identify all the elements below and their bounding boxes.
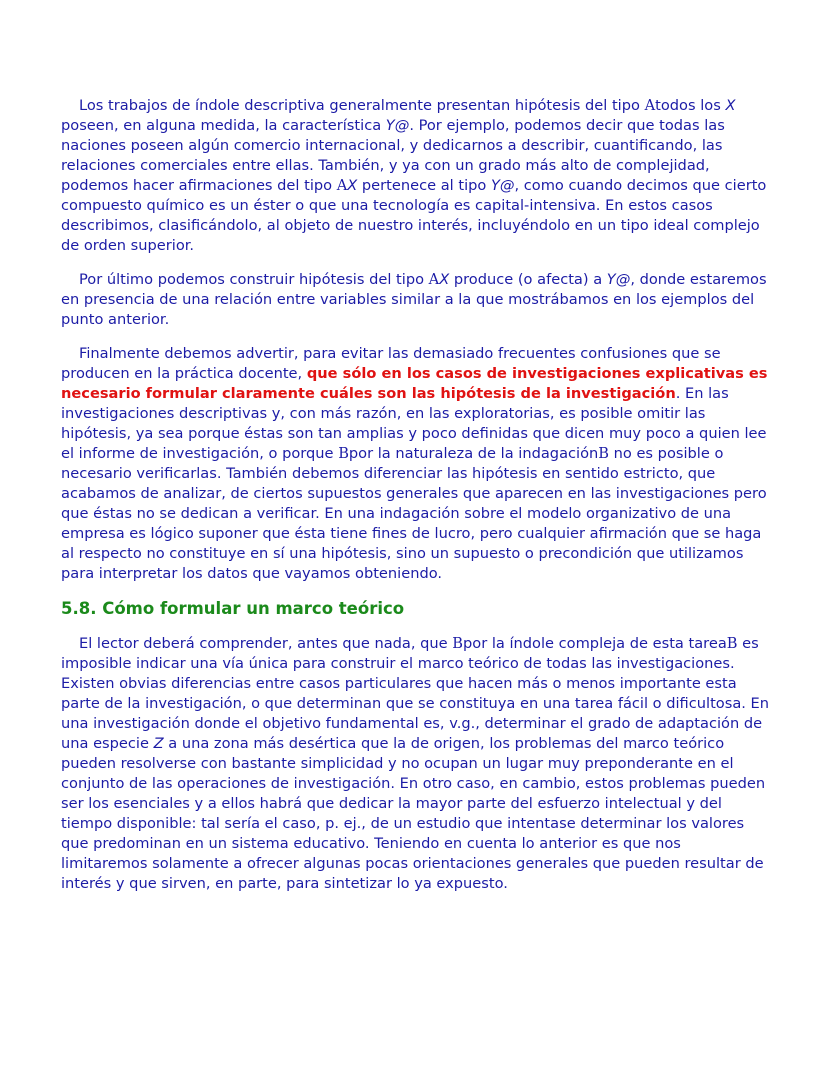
text-run: todos los <box>655 97 726 114</box>
symbol-a: A <box>644 97 656 114</box>
text-run: por la naturaleza de la indagación <box>348 445 599 462</box>
text-run: . Por ejemplo, podemos decir que todas las naciones poseen algún comercio internacional, y dedicarnos a describir, cuantificando, las relaciones comerciales entre ellas. También, y ya con un grado más alto de complejidad, podemos hacer afirmaciones del tipo <box>61 117 725 194</box>
text-run: Los trabajos de índole descriptiva generalmente presentan hipótesis del tipo <box>79 97 645 114</box>
paragraph-causal-hypotheses <box>61 270 771 330</box>
text-run: . En las investigaciones descriptivas y, con más razón, en las exploratorias, es posible omitir las hipótesis, ya sea porque éstas son tan amplias y poco definidas que dicen muy poco a quien lee el informe de investigación, o porque <box>61 385 767 462</box>
text-run: , como cuando decimos que cierto compuesto químico es un éster o que una tecnología es capital-intensiva. En estos casos describimos, clasificándolo, al objeto de nuestro interés, incluyéndolo en un tipo ideal complejo de orden superior. <box>61 177 767 254</box>
symbol-b: B <box>452 635 463 652</box>
section-heading: 5.8. Cómo formular un marco teórico <box>61 599 405 618</box>
symbol-b: B <box>338 445 349 462</box>
symbol-b: B <box>598 445 609 462</box>
symbol-a: A <box>336 177 348 194</box>
symbol-z: Z <box>153 735 164 752</box>
text-run: no es posible o necesario verificarlas. También debemos diferenciar las hipótesis en sentido estricto, que acabamos de analizar, de ciertos supuestos generales que aparecen en las investigaciones pero que éstas no se dedican a verificar. En una indagación sobre el modelo organizativo de una empresa es lógico suponer que ésta tiene fines de lucro, pero cualquier afirmación que se haga al respecto no constituye en sí una hipótesis, sino un supuesto o precondición que utilizamos para interpretar los datos que vayamos obteniendo. <box>61 445 767 582</box>
highlighted-statement: que sólo en los casos de investigaciones explicativas es necesario formular claramente cuáles son las hipótesis de la investigación <box>61 365 768 402</box>
symbol-y: Y@ <box>606 271 631 288</box>
text-run: a una zona más desértica que la de origen, los problemas del marco teórico pueden resolverse con bastante simplicidad y no ocupan un lugar muy preponderante en el conjunto de las operaciones de investigación. En otro caso, en cambio, estos problemas pueden ser los esenciales y a ellos habrá que dedicar la mayor parte del esfuerzo intelectual y del tiempo disponible: tal sería el caso, p. ej., de un estudio que intentase determinar los valores que predominan en un sistema educativo. Teniendo en cuenta lo anterior es que nos limitaremos solamente a ofrecer algunas pocas orientaciones generales que pueden resultar de interés y que sirven, en parte, para sintetizar lo ya expuesto. <box>61 735 766 892</box>
text-run: produce (o afecta) a <box>449 271 607 288</box>
document-page <box>61 96 771 908</box>
symbol-x: X <box>725 97 736 114</box>
text-run: , donde estaremos en presencia de una relación entre variables similar a la que mostrábamos en los ejemplos del punto anterior. <box>61 271 767 328</box>
text-run: por la índole compleja de esta tarea <box>463 635 727 652</box>
symbol-b: B <box>726 635 738 652</box>
text-run: pertenece al tipo <box>357 177 491 194</box>
symbol-y: Y@ <box>490 177 515 194</box>
symbol-a: A <box>428 271 440 288</box>
paragraph-descriptive-hypotheses <box>61 96 771 256</box>
symbol-x: X <box>439 271 450 288</box>
text-run: El lector deberá comprender, antes que nada, que <box>79 635 453 652</box>
text-run: es imposible indicar una vía única para construir el marco teórico de todas las investigaciones. Existen obvias diferencias entre casos particulares que hacen más o menos importante esta parte de la investigación, o que determinan que se constituya en una tarea fácil o dificultosa. En una investigación donde el objetivo fundamental es, v.g., determinar el grado de adaptación de una especie <box>61 635 770 752</box>
text-run: poseen, en alguna medida, la característica <box>61 117 386 134</box>
paragraph-final-warning <box>61 344 771 584</box>
symbol-x: X <box>347 177 358 194</box>
paragraph-theoretical-framework <box>61 634 771 894</box>
text-run: Por último podemos construir hipótesis del tipo <box>79 271 429 288</box>
text-run: Finalmente debemos advertir, para evitar las demasiado frecuentes confusiones que se producen en la práctica docente, <box>61 345 721 382</box>
symbol-y: Y@ <box>385 117 410 134</box>
